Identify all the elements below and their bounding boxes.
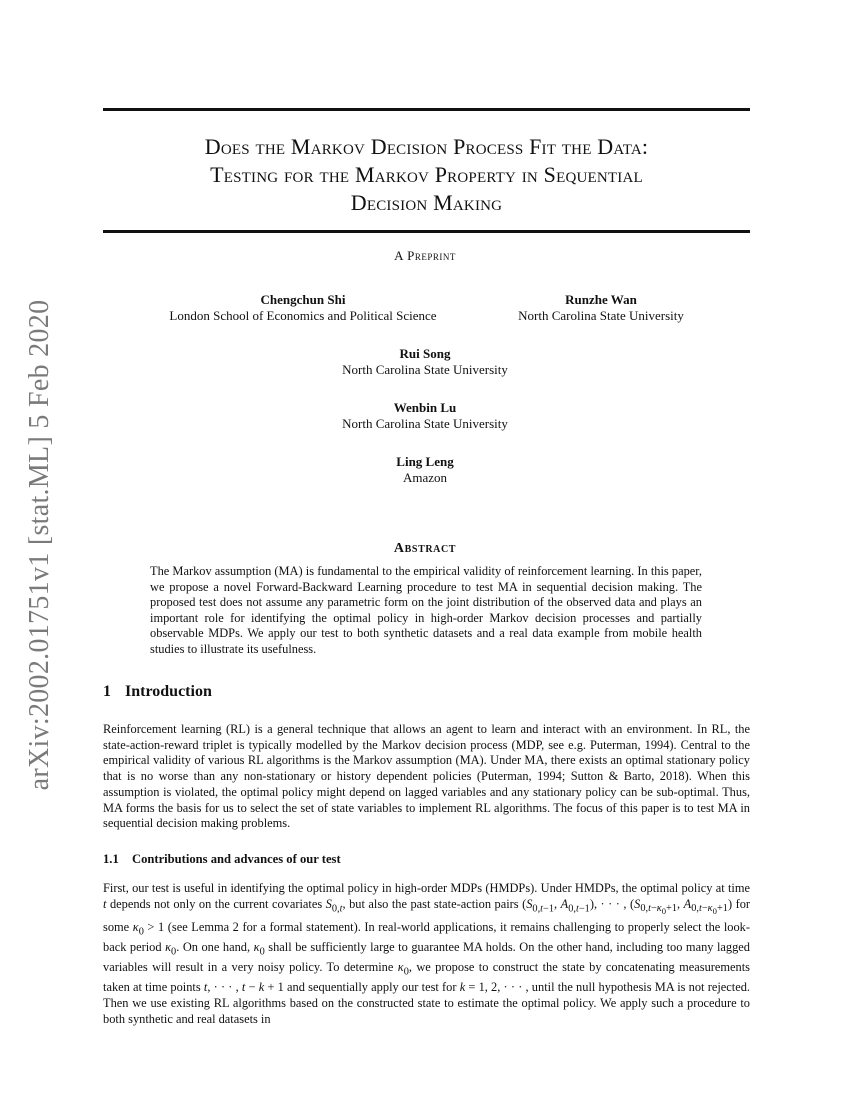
text-run: , but also the past state-action pairs [342,896,519,911]
author-name: Runzhe Wan [565,292,637,307]
arxiv-identifier: arXiv:2002.01751v1 [stat.ML] 5 Feb 2020 [24,299,55,791]
text-run: for some [103,896,751,934]
section-heading [103,683,212,701]
title-rule-top [103,108,750,111]
author-affiliation: North Carolina State University [342,362,508,377]
subsection-title: Contributions and advances of our test [132,852,341,866]
text-run: (see Lemma 2 for a formal statement). In real-world applications, it remains challenging to properly select the look-back period [103,919,750,955]
author-name: Wenbin Lu [393,400,457,415]
text-run: depends not only on the current covariates [109,896,323,911]
author-block [103,292,503,324]
section-number: 1 [103,683,111,700]
title-line-1: Does the Markov Decision Process Fit the Data: [204,134,649,159]
abstract-heading: Abstract [393,541,457,556]
abstract-text [150,564,702,658]
text-run: First, our test is useful in identifying the optimal policy in high-order MDPs (HMDPs). Under HMDPs, the optimal policy at time [103,881,750,895]
abstract-paragraph: The Markov assumption (MA) is fundamental to the empirical validity of reinforcement learning. In this paper, we propose a novel Forward-Backward Learning procedure to test MA in sequential decision making. The proposed test does not assume any parametric form on the joint distribution of the observed data and plays an important role for identifying the optimal policy in high-order Markov decision processes and partially observable MDPs. We apply our test to both synthetic datasets and a real data example from mobile health studies to illustrate its usefulness. [150,564,702,656]
contributions-paragraph [103,881,750,1028]
text-run: and sequentially apply our test for [287,980,457,995]
text-run: . On one hand, [176,940,251,955]
paragraph-text: Reinforcement learning (RL) is a general technique that allows an agent to learn and interact with an environment. In RL, the state-action-reward triplet is typically modelled by the Markov decision process (MDP, see e.g. Puterman, 1994). Central to the empirical validity of various RL algorithms is the Markov assumption (MA). Under MA, there exists an optimal stationary policy that is no worse than any non-stationary or history dependent policies (Puterman, 1994; Sutton & Barto, 2018). When this assumption is violated, the optimal policy might depend on lagged variables and any stationary policy can be sub-optimal. Thus, MA forms the basis for us to select the set of state variables to implement RL algorithms. The focus of this paper is to test MA in sequential decision making problems. [103,722,750,831]
preprint-label: A Preprint [394,248,456,263]
author-affiliation: London School of Economics and Political Science [169,308,437,323]
author-block [0,454,850,486]
author-block [0,400,850,432]
section-title: Introduction [125,683,212,700]
author-affiliation: North Carolina State University [518,308,684,323]
math-inline: S [325,896,332,911]
author-block [0,346,850,378]
author-name: Rui Song [399,346,451,361]
math-inline: t [103,896,107,911]
subsection-number: 1.1 [103,852,119,866]
author-affiliation: Amazon [402,470,448,485]
author-name: Chengchun Shi [260,292,346,307]
author-name: Ling Leng [396,454,454,469]
text-run: , we propose to construct the state by concatenating measurements taken at time points [103,960,750,995]
paper-title [103,133,750,217]
title-line-3: Decision Making [350,190,503,215]
title-line-2: Testing for the Markov Property in Sequential [210,162,643,187]
author-block [470,292,732,324]
title-rule-bottom [103,230,750,233]
introduction-paragraph [103,722,750,832]
text-run: , until the null hypothesis MA is not rejected. Then we use existing RL algorithms based on the constructed state to estimate the optimal policy. We apply such a procedure to both synthetic and real datasets in [103,980,751,1026]
text-run: shall be sufficiently large to guarantee MA holds. On the other hand, including too many lagged variables will result in a very noisy policy. To determine [103,940,750,975]
subsection-heading [103,852,341,867]
paragraph-text: First, our test is useful in identifying the optimal policy in high-order MDPs (HMDPs). Under HMDPs, the optimal policy at time t depends not only on the current covariates $S_{0,t}$, but also the past state-action pairs ($S_{0,t-1}$, $A_{0,t-1}$), · · · , ($S_{0,t-\kappa_0+1}$, $A_{0,t-\kappa_0+1}$) for some $\kappa_0 > 1$ (see Lemma 2 for a formal statement). In real-world applications, it remains challenging to properly select the look-back period $\kappa_0$. On one hand, $\kappa_0$ shall be sufficiently large to guarantee MA holds. On the other hand, including too many lagged variables will result in a very noisy policy. To determine $\kappa_0$, we propose to construct the state by concatenating measurements taken at time points t, · · · , t − k + 1 and sequentially apply our test for k = 1, 2, · · · , until the null hypothesis MA is not rejected. Then we use existing RL algorithms based on the constructed state to estimate the optimal policy. We apply such a procedure to both synthetic and real datasets in [103,881,751,1026]
author-affiliation: North Carolina State University [342,416,508,431]
